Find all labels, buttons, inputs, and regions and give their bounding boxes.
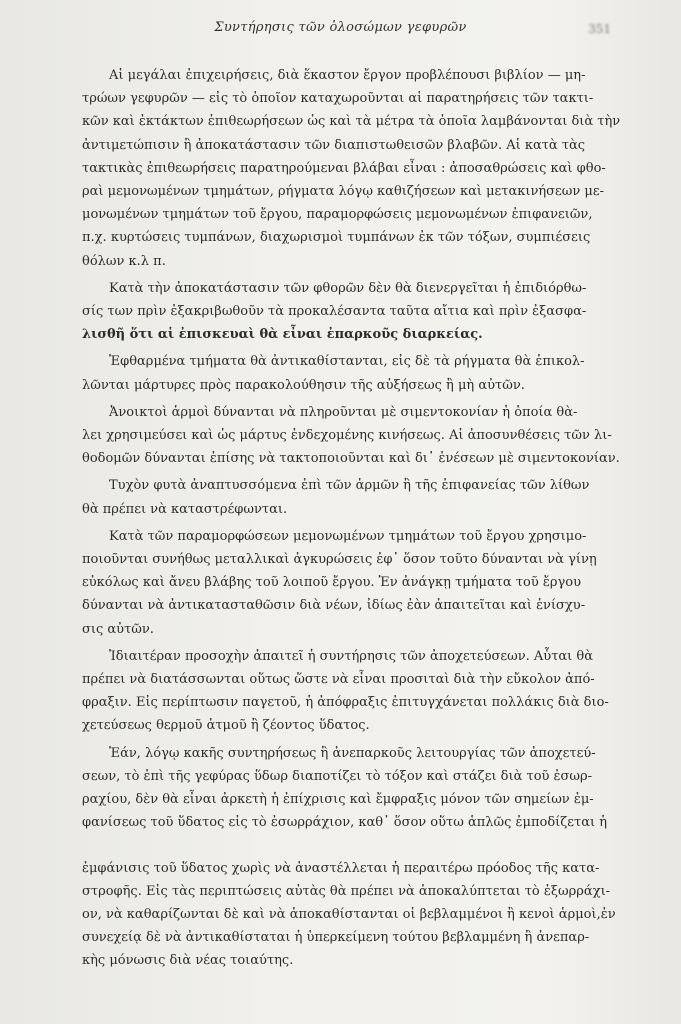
text-line: Ἀνοικτοὶ ἁρμοὶ δύνανται νὰ πληροῦνται μὲ σιμεντοκονίαν ἡ ὁποία θὰ-: [109, 404, 578, 420]
text-line: Αἱ μεγάλαι ἐπιχειρήσεις, διὰ ἕκαστον ἔργον προβλέπουσι βιβλίον — μη-: [109, 68, 586, 83]
text-line: ποιοῦνται συνήθως μεταλλικαὶ ἀγκυρώσεις ἐφ᾽ ὅσον τοῦτο δύνανται νὰ γίνῃ: [82, 552, 597, 568]
text-line: θὰ πρέπει νὰ καταστρέφωνται.: [82, 501, 288, 517]
text-line: τακτικὰς ἐπιθεωρήσεις παρατηρούμεναι βλάβαι εἶναι : ἀποσαθρώσεις καὶ φθο-: [82, 160, 606, 176]
text-line: φανίσεως τοῦ ὕδατος εἰς τὸ ἐσωρράχιον, καθ᾽ ὅσον οὕτω ἁπλῶς ἐμποδίζεται ἡ: [82, 815, 608, 831]
text-line: ον, νὰ καθαρίζωνται δὲ καὶ νὰ ἀποκαθίστανται οἱ βεβλαμμένοι ἢ κενοὶ ἁρμοὶ,ἐν: [82, 906, 616, 922]
text-line: κὴς μόνωσις διὰ νέας τοιαύτης.: [82, 953, 294, 969]
text-line: συνεχείᾳ δὲ νὰ ἀντικαθίσταται ἡ ὑπερκείμενη τούτου βεβλαμμένη ἢ ἀνεπαρ-: [82, 930, 590, 946]
text-line: χετεύσεως θερμοῦ ἀτμοῦ ἢ ζέοντος ὕδατος.: [82, 718, 370, 734]
text-line: λισθῆ ὅτι αἱ ἐπισκευαὶ θὰ εἶναι ἐπαρκοῦς διαρκείας.: [82, 327, 483, 343]
text-line: σεων, τὸ ἐπὶ τῆς γεφύρας ὕδωρ διαποτίζει τὸ τόξον καὶ στάζει διὰ τοῦ ἐσωρ-: [82, 768, 593, 784]
text-line: Ἐφθαρμένα τμήματα θὰ ἀντικαθίστανται, εἰς δὲ τὰ ρήγματα θὰ ἐπικολ-: [109, 354, 585, 370]
text-line: φραξιν. Εἰς περίπτωσιν παγετοῦ, ἡ ἀπόφραξις ἐπιτυγχάνεται πολλάκις διὰ διο-: [82, 695, 609, 711]
body-text: [82, 64, 638, 977]
text-line: ραὶ μεμονωμένων τμημάτων, ρήγματα λόγῳ καθιζήσεων καὶ μετακινήσεων με-: [82, 184, 604, 200]
paragraph: [82, 277, 638, 347]
text-line: Ἐάν, λόγῳ κακῆς συντηρήσεως ἢ ἀνεπαρκοῦς λειτουργίας τῶν ἀποχετεύ-: [109, 745, 596, 761]
text-line: θόλων κ.λ π.: [82, 253, 166, 269]
text-line: ἐμφάνισις τοῦ ὕδατος χωρὶς νὰ ἀναστέλλεται ἡ περαιτέρω πρόοδος τῆς κατα-: [82, 860, 600, 876]
paragraph: [82, 350, 638, 396]
text-line: ραχίου, δὲν θὰ εἶναι ἀρκετὴ ἡ ἐπίχρισις καὶ ἔμφραξις μόνον τῶν σημείων ἐμ-: [82, 792, 594, 808]
paragraph: [82, 474, 638, 520]
text-line: σις αὐτῶν.: [82, 621, 154, 637]
text-line: εὐκόλως καὶ ἄνευ βλάβης τοῦ λοιποῦ ἔργου. Ἐν ἀνάγκῃ τμήματα τοῦ ἔργου: [82, 575, 582, 591]
paragraph: [82, 742, 638, 835]
text-line: Κατὰ τὴν ἀποκατάστασιν τῶν φθορῶν δὲν θὰ διενεργεῖται ἡ ἐπιδιόρθω-: [109, 280, 587, 296]
text-line: πρέπει νὰ διατάσσωνται οὕτως ὥστε νὰ εἶναι προσιταὶ διὰ τὴν εὔκολον ἀπό-: [82, 672, 595, 688]
text-line: στροφῆς. Εἰς τὰς περιπτώσεις αὐτὰς θὰ πρέπει νὰ ἀποκαλύπτεται τὸ ἐξωρράχι-: [82, 883, 611, 899]
text-line: Κατὰ τῶν παραμορφώσεων μεμονωμένων τμημάτων τοῦ ἔργου χρησιμο-: [109, 528, 587, 544]
text-line: τρώων γεφυρῶν — εἰς τὸ ὁποῖον καταχωροῦνται αἱ παρατηρήσεις τῶν τακτι-: [82, 91, 594, 107]
text-line: μονωμένων τμημάτων τοῦ ἔργου, παραμορφώσεις μεμονωμένων ἐπιφανειῶν,: [82, 207, 593, 223]
page-number: 351: [588, 22, 611, 36]
text-line: Ἰδιαιτέραν προσοχὴν ἀπαιτεῖ ἡ συντήρησις τῶν ἀποχετεύσεων. Αὗται θὰ: [109, 648, 594, 664]
text-line: Τυχὸν φυτὰ ἀναπτυσσόμενα ἐπὶ τῶν ἁρμῶν ἢ τῆς ἐπιφανείας τῶν λίθων: [109, 478, 590, 494]
spacer: [82, 839, 638, 857]
text-line: π.χ. κυρτώσεις τυμπάνων, διαχωρισμοὶ τυμπάνων ἐκ τῶν τόξων, συμπιέσεις: [82, 230, 591, 246]
text-line: κῶν καὶ ἐκτάκτων ἐπιθεωρήσεων ὡς καὶ τὰ μέτρα τὰ ὁποῖα λαμβάνονται διὰ τὴν: [82, 114, 621, 130]
paragraph: [82, 64, 638, 273]
text-line: λῶνται μάρτυρες πρὸς παρακολούθησιν τῆς αὐξήσεως ἢ μὴ αὐτῶν.: [82, 377, 525, 393]
text-line: θοδομῶν δύνανται ἐπίσης νὰ τακτοποιοῦνται καὶ δι᾽ ἐνέσεων μὲ σιμεντοκονίαν.: [82, 451, 620, 467]
running-header: Συντήρησις τῶν ὁλοσώμων γεφυρῶν: [214, 20, 467, 35]
text-line: λει χρησιμεύσει καὶ ὡς μάρτυς ἐνδεχομένης κινήσεως. Αἱ ἀποσυνθέσεις τῶν λι-: [82, 428, 612, 444]
paragraph: [82, 645, 638, 738]
paragraph: [82, 525, 638, 641]
paragraph: [82, 857, 638, 973]
text-line: ἀντιμετώπισιν ἢ ἀποκατάστασιν τῶν διαπιστωθεισῶν βλαβῶν. Αἱ κατὰ τὰς: [82, 137, 586, 153]
paragraph: [82, 401, 638, 471]
text-line: δύνανται νὰ ἀντικατασταθῶσιν διὰ νέων, ἰδίως ἐὰν ἀπαιτεῖται καὶ ἐνίσχυ-: [82, 598, 586, 614]
text-line: σίς των πρὶν ἐξακριβωθοῦν τὰ προκαλέσαντα ταῦτα αἴτια καὶ πρὶν ἐξασφα-: [82, 304, 587, 320]
